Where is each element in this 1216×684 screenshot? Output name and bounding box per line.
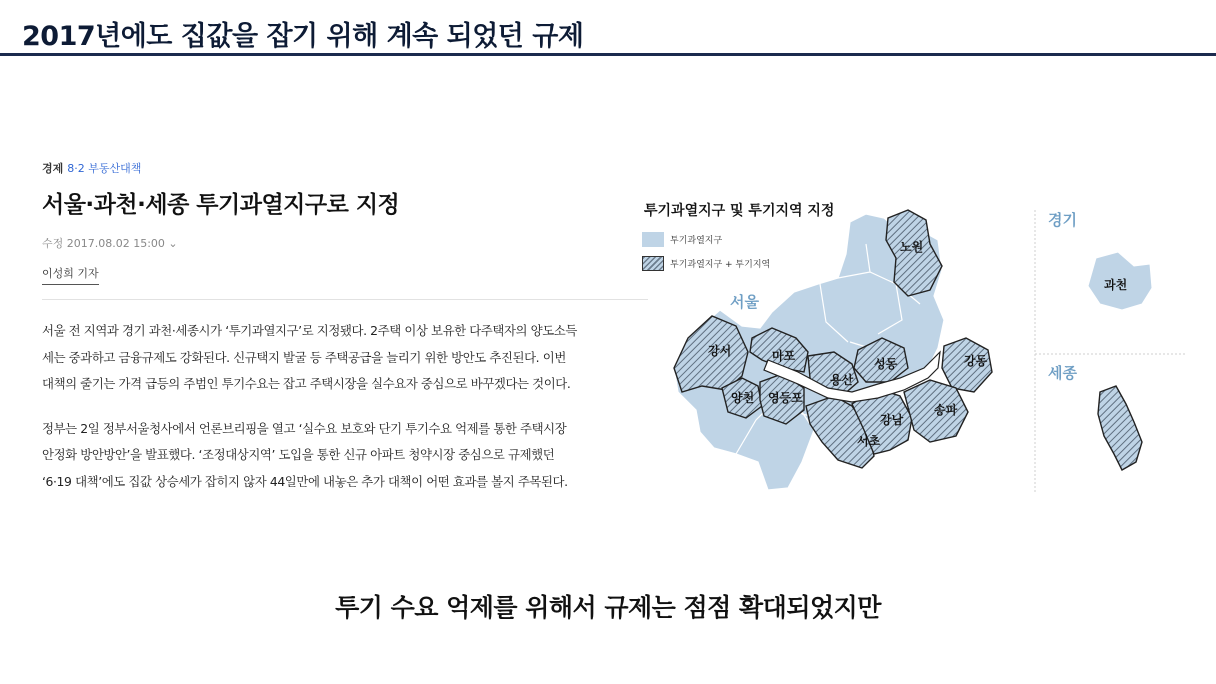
legend-hatch-label: 투기과열지구 + 투기지역 xyxy=(670,260,771,270)
district-label-songpa: 송파 xyxy=(934,403,958,417)
label-sejong: 세종 xyxy=(1048,364,1077,382)
paragraph-line: 세는 중과하고 금융규제도 강화된다. 신규택지 발굴 등 주택공급을 늘리기 위한 방안도 추진된다. 이번 xyxy=(42,349,566,365)
slide-title: 2017년에도 집값을 잡기 위해 계속 되었던 규제 xyxy=(22,21,584,52)
category-sub[interactable]: 8·2 부동산대책 xyxy=(67,162,142,175)
article-paragraph-1 xyxy=(42,318,652,398)
district-label-seongdong: 성동 xyxy=(874,357,898,371)
article-category xyxy=(42,160,652,182)
label-seoul: 서울 xyxy=(730,293,759,311)
article-divider xyxy=(42,299,648,300)
legend-plain-swatch xyxy=(642,232,664,247)
district-label-yangcheon: 양천 xyxy=(731,391,755,405)
district-label-mapo: 마포 xyxy=(772,349,796,363)
paragraph-line: 대책의 줄기는 가격 급등의 주범인 투기수요는 잡고 주택시장을 실수요자 중심으로 바꾸겠다는 것이다. xyxy=(42,376,571,391)
district-label-gangseo: 강서 xyxy=(708,344,732,358)
paragraph-line: ‘6·19 대책’에도 집값 상승세가 잡히지 않자 44일만에 내놓은 추가 대책이 어떤 효과를 볼지 주목된다. xyxy=(42,473,568,489)
article-reporter[interactable]: 이성희 기자 xyxy=(42,265,99,285)
category-main[interactable]: 경제 xyxy=(42,162,64,175)
article-timestamp[interactable]: 수정 2017.08.02 15:00 ⌄ xyxy=(42,237,178,250)
legend-hatch-swatch xyxy=(642,256,664,271)
district-label-nowon: 노원 xyxy=(900,240,924,254)
conclusion-caption: 투기 수요 억제를 위해서 규제는 점점 확대되었지만 xyxy=(335,593,881,622)
news-article xyxy=(42,160,652,495)
paragraph-line: 정부는 2일 정부서울청사에서 언론브리핑을 열고 ‘실수요 보호와 단기 투기수요 억제를 통한 주택시장 xyxy=(42,420,567,436)
paragraph-line: 서울 전 지역과 경기 과천·세종시가 ‘투기과열지구’로 지정됐다. 2주택 이상 보유한 다주택자의 양도소득 xyxy=(42,323,577,338)
district-label-yongsan: 용산 xyxy=(830,373,854,387)
district-label-yeongdeungpo: 영등포 xyxy=(768,391,803,405)
map-title: 투기과열지구 및 투기지역 지정 xyxy=(644,203,835,219)
legend-hatch xyxy=(642,256,770,271)
paragraph-line: 안정화 방안방안’을 발표했다. ‘조정대상지역’ 도입을 통한 신규 아파트 청약시장 중심으로 규제했던 xyxy=(42,447,555,462)
district-label-gangdong: 강동 xyxy=(964,354,988,368)
legend-plain xyxy=(642,232,722,247)
label-gyeonggi: 경기 xyxy=(1048,211,1077,229)
article-paragraph-2 xyxy=(42,416,652,496)
district-label-seocho: 서초 xyxy=(857,434,881,448)
title-divider xyxy=(0,53,1216,56)
district-label-gwacheon: 과천 xyxy=(1104,278,1128,292)
sejong-region xyxy=(1098,386,1142,470)
district-label-gangnam: 강남 xyxy=(880,413,904,427)
article-headline: 서울·과천·세종 투기과열지구로 지정 xyxy=(42,192,400,218)
regulation-map xyxy=(638,192,1198,502)
legend-plain-label: 투기과열지구 xyxy=(670,236,723,246)
